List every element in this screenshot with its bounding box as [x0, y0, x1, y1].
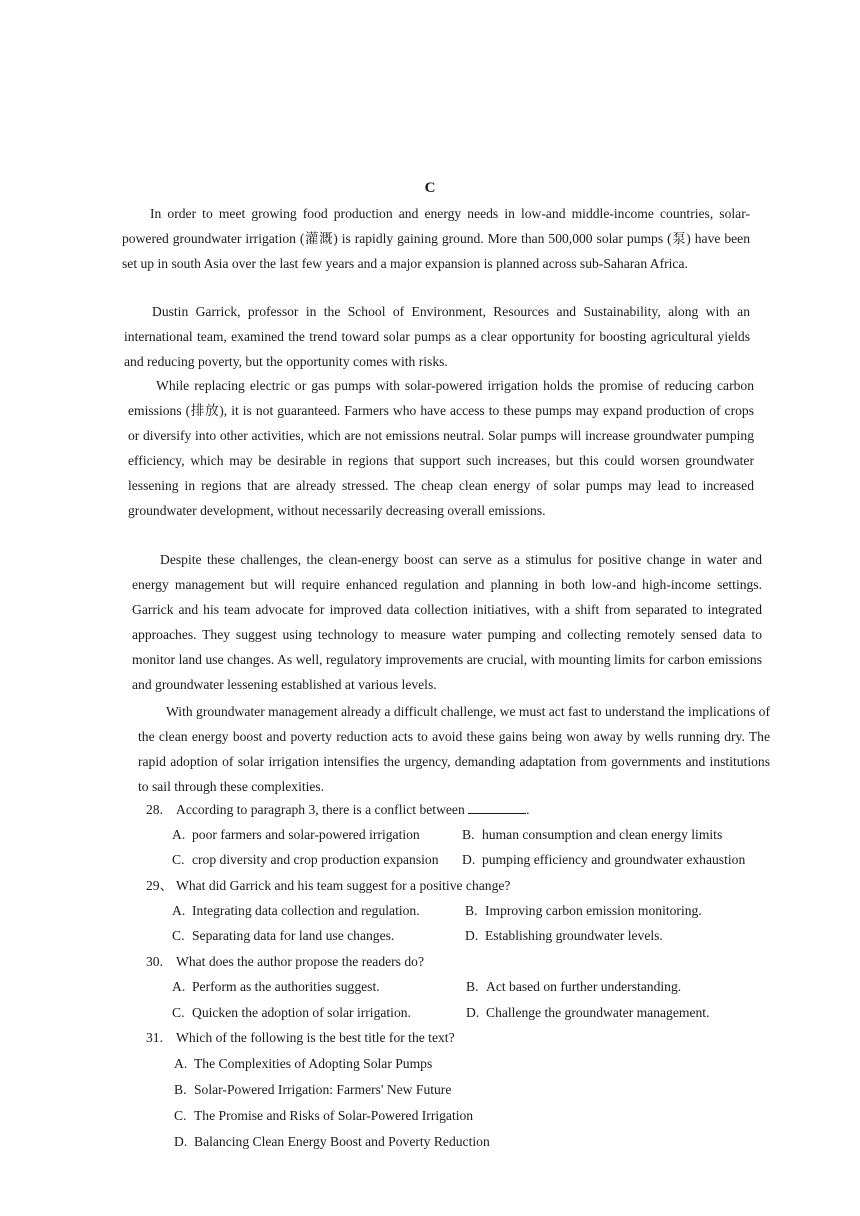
option-text: pumping efficiency and groundwater exhaustion	[482, 852, 746, 867]
option-letter: B.	[462, 827, 475, 842]
option-text: Act based on further understanding.	[486, 979, 682, 994]
option-letter: D.	[465, 928, 479, 943]
paragraph-3	[128, 373, 754, 523]
paragraph-1-text: In order to meet growing food production and energy needs in low-and middle-income countries, solar-powered groundwater irrigation (灌溉) is rapidly gaining ground. More than 500,000 solar pumps (泵) have been set up in south Asia over the last few years and a major expansion is planned across sub-Saharan Africa.	[122, 206, 750, 271]
option-text: Improving carbon emission monitoring.	[485, 903, 702, 918]
paragraph-2-text: Dustin Garrick, professor in the School of Environment, Resources and Sustainability, along with an international team, examined the trend toward solar pumps as a clear opportunity for boosting agricultural yields and reducing poverty, but the opportunity comes with risks.	[124, 304, 750, 369]
option-text: Separating data for land use changes.	[192, 928, 395, 943]
paragraph-4-text: Despite these challenges, the clean-energy boost can serve as a stimulus for positive change in water and energy management but will require enhanced regulation and planning in both low-and high-income settings. Garrick and his team advocate for improved data collection initiatives, with a shift from separated to integrated approaches. They suggest using technology to measure water pumping and collecting remotely sensed data to monitor land use changes. As well, regulatory improvements are crucial, with mounting limits for carbon emissions and groundwater lessening established at various levels.	[132, 552, 762, 692]
question-number: 31.	[146, 1030, 163, 1045]
option-letter: C.	[172, 852, 185, 867]
question-31	[146, 1028, 455, 1048]
option-29c[interactable]	[172, 926, 394, 946]
option-text: Balancing Clean Energy Boost and Poverty Reduction	[194, 1134, 490, 1149]
option-28a[interactable]	[172, 825, 420, 845]
option-text: The Promise and Risks of Solar-Powered Irrigation	[194, 1108, 474, 1123]
option-letter: B.	[465, 903, 478, 918]
answer-blank	[468, 800, 526, 814]
option-31b[interactable]	[174, 1080, 451, 1100]
section-heading: C	[424, 180, 436, 196]
question-stem: According to paragraph 3, there is a conflict between	[176, 802, 465, 817]
option-29d[interactable]	[465, 926, 663, 946]
option-text: Challenge the groundwater management.	[486, 1005, 710, 1020]
option-letter: A.	[174, 1056, 188, 1071]
option-30c[interactable]	[172, 1003, 411, 1023]
option-text: human consumption and clean energy limits	[482, 827, 723, 842]
option-28c[interactable]	[172, 850, 439, 870]
question-29	[146, 876, 510, 896]
question-stem-end: .	[526, 802, 530, 817]
paragraph-1	[122, 201, 750, 276]
question-stem: What did Garrick and his team suggest for a positive change?	[176, 878, 511, 893]
option-text: crop diversity and crop production expansion	[192, 852, 439, 867]
option-30d[interactable]	[466, 1003, 709, 1023]
option-letter: D.	[174, 1134, 188, 1149]
option-letter: C.	[172, 1005, 185, 1020]
question-30	[146, 952, 424, 972]
option-letter: D.	[466, 1005, 480, 1020]
option-text: poor farmers and solar-powered irrigation	[192, 827, 420, 842]
question-number: 28.	[146, 802, 163, 817]
option-text: Solar-Powered Irrigation: Farmers' New Future	[194, 1082, 452, 1097]
option-30a[interactable]	[172, 977, 380, 997]
question-number: 30.	[146, 954, 163, 969]
option-letter: B.	[466, 979, 479, 994]
option-text: Quicken the adoption of solar irrigation.	[192, 1005, 411, 1020]
paragraph-2	[124, 299, 750, 374]
option-letter: A.	[172, 903, 186, 918]
option-letter: A.	[172, 979, 186, 994]
option-31c[interactable]	[174, 1106, 473, 1126]
option-31d[interactable]	[174, 1132, 490, 1152]
option-30b[interactable]	[466, 977, 681, 997]
option-29b[interactable]	[465, 901, 702, 921]
option-28d[interactable]	[462, 850, 745, 870]
option-letter: C.	[172, 928, 185, 943]
paragraph-5-text: With groundwater management already a difficult challenge, we must act fast to understand the implications of the clean energy boost and poverty reduction acts to avoid these gains being won away by wells running dry. The rapid adoption of solar irrigation intensifies the urgency, demanding adaptation from governments and institutions to sail through these complexities.	[138, 704, 770, 794]
option-letter: D.	[462, 852, 476, 867]
option-letter: C.	[174, 1108, 187, 1123]
option-text: The Complexities of Adopting Solar Pumps	[194, 1056, 433, 1071]
option-29a[interactable]	[172, 901, 420, 921]
question-number: 29、	[146, 878, 174, 893]
paragraph-4	[132, 547, 762, 697]
question-stem: Which of the following is the best title for the text?	[176, 1030, 455, 1045]
paragraph-5	[138, 699, 770, 799]
option-letter: B.	[174, 1082, 187, 1097]
option-text: Establishing groundwater levels.	[485, 928, 663, 943]
paragraph-3-text: While replacing electric or gas pumps with solar-powered irrigation holds the promise of reducing carbon emissions (排放), it is not guaranteed. Farmers who have access to these pumps may expand production of crops or diversify into other activities, which are not emissions neutral. Solar pumps will increase groundwater pumping efficiency, which may be desirable in regions that support such increases, but this could worsen groundwater lessening in regions that are already stressed. The cheap clean energy of solar pumps may lead to increased groundwater development, without necessarily decreasing overall emissions.	[128, 378, 754, 518]
option-text: Perform as the authorities suggest.	[192, 979, 380, 994]
question-28	[146, 800, 530, 820]
option-28b[interactable]	[462, 825, 722, 845]
option-text: Integrating data collection and regulation.	[192, 903, 420, 918]
option-31a[interactable]	[174, 1054, 432, 1074]
option-letter: A.	[172, 827, 186, 842]
question-stem: What does the author propose the readers do?	[176, 954, 424, 969]
